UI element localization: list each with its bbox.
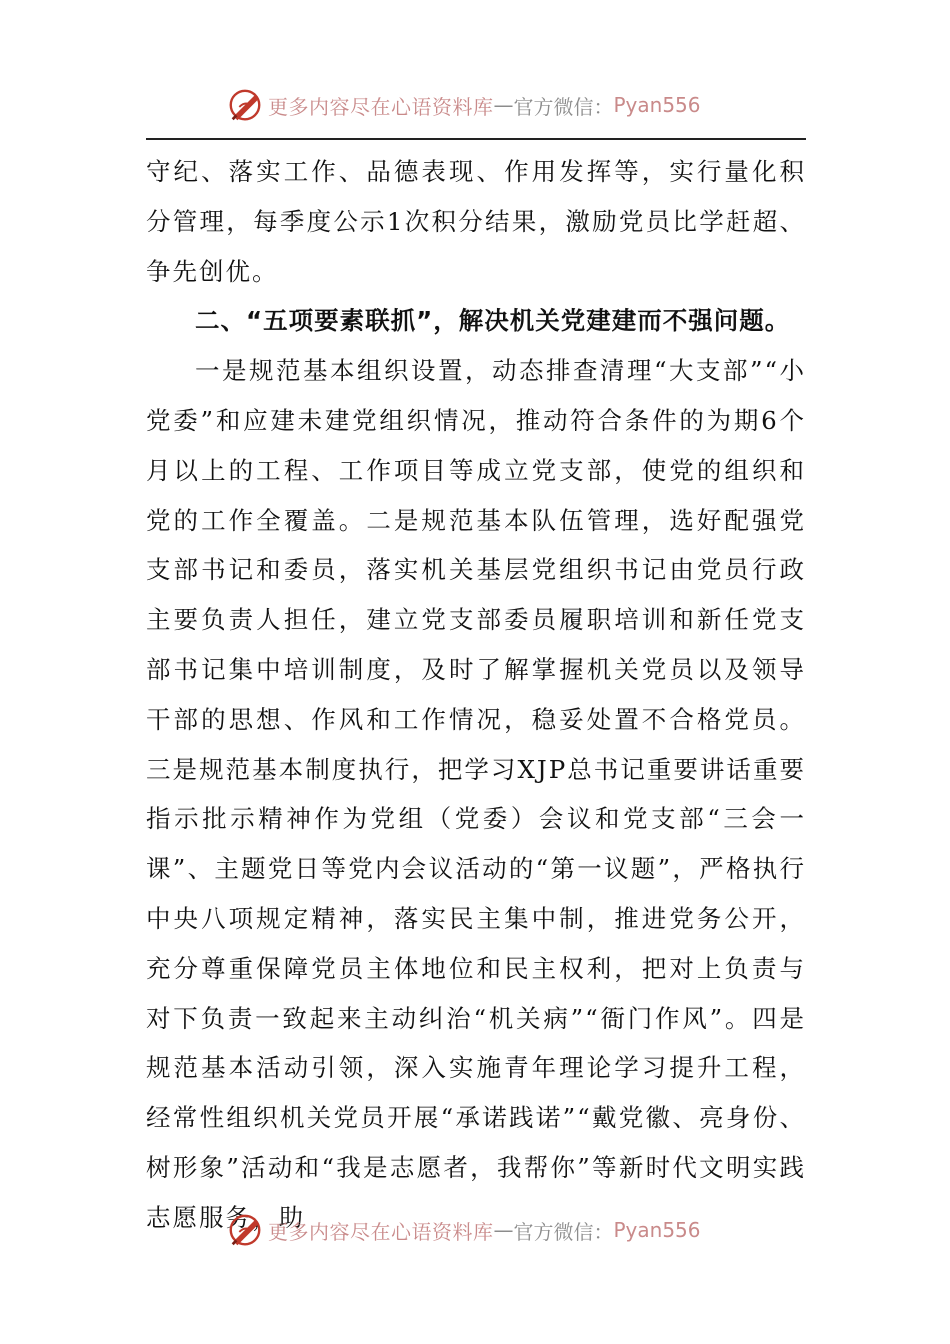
header-rule: [146, 138, 806, 140]
document-body: [146, 147, 806, 1243]
pen-logo-icon: [226, 1211, 264, 1249]
watermark-label: 官方微信：: [513, 94, 614, 119]
section-heading: 二、“五项要素联抓”，解决机关党建建而不强问题。: [195, 306, 791, 336]
continued-paragraph: 守纪、落实工作、品德表现、作用发挥等，实行量化积分管理，每季度公示1次积分结果，激励党员比学赶超、争先创优。: [146, 157, 806, 286]
watermark-separator: —: [493, 1218, 514, 1242]
watermark-wechat-id: Pyan556: [613, 93, 701, 117]
footer-watermark: [226, 1210, 701, 1250]
watermark-site-text: 更多内容尽在心语资料库: [268, 94, 494, 119]
watermark-separator: —: [493, 93, 514, 117]
watermark-wechat-id: Pyan556: [613, 1218, 701, 1242]
header-watermark: [226, 85, 701, 125]
watermark-site-text: 更多内容尽在心语资料库: [268, 1219, 494, 1244]
watermark-label: 官方微信：: [513, 1219, 614, 1244]
pen-logo-icon: [226, 86, 264, 124]
main-paragraph: 一是规范基本组织设置，动态排查清理“大支部”“小党委”和应建未建党组织情况，推动符合条件的为期6个月以上的工程、工作项目等成立党支部，使党的组织和党的工作全覆盖。二是规范基本队伍管理，选好配强党支部书记和委员，落实机关基层党组织书记由党员行政主要负责人担任，建立党支部委员履职培训和新任党支部书记集中培训制度，及时了解掌握机关党员以及领导干部的思想、作风和工作情况，稳妥处置不合格党员。三是规范基本制度执行，把学习XJP总书记重要讲话重要指示批示精神作为党组（党委）会议和党支部“三会一课”、主题党日等党内会议活动的“第一议题”，严格执行中央八项规定精神，落实民主集中制，推进党务公开，充分尊重保障党员主体地位和民主权利，把对上负责与对下负责一致起来主动纠治“机关病”“衙门作风”。四是规范基本活动引领，深入实施青年理论学习提升工程，经常性组织机关党员开展“承诺践诺”“戴党徽、亮身份、树形象”活动和“我是志愿者，我帮你”等新时代文明实践志愿服务，助: [146, 356, 806, 1232]
